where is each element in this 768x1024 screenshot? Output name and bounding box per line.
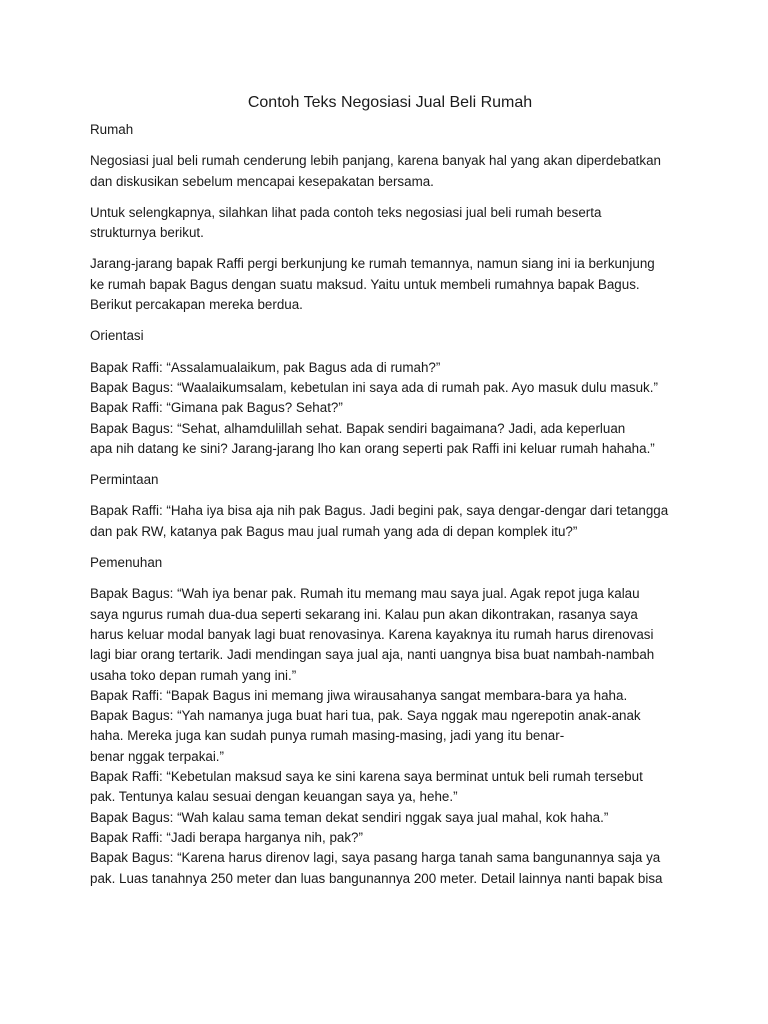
dialog-line: lagi biar orang tertarik. Jadi mendingan saya jual aja, nanti uangnya bisa buat nambah-nambah xyxy=(90,647,655,663)
dialog-orientasi xyxy=(90,358,690,459)
dialog-line: saya ngurus rumah dua-dua seperti sekarang ini. Kalau pun akan dikontrakan, rasanya saya xyxy=(90,606,638,622)
dialog-line: haha. Mereka juga kan sudah punya rumah masing-masing, jadi yang itu benar- xyxy=(90,728,565,744)
dialog-line: Bapak Raffi: “Haha iya bisa aja nih pak Bagus. Jadi begini pak, saya dengar-dengar dari tetangga xyxy=(90,503,669,519)
dialog-line: Bapak Bagus: “Sehat, alhamdulillah sehat. Bapak sendiri bagaimana? Jadi, ada keperluan xyxy=(90,420,626,436)
dialog-line: Bapak Bagus: “Wah iya benar pak. Rumah itu memang mau saya jual. Agak repot juga kalau xyxy=(90,586,640,602)
dialog-line: Bapak Bagus: “Karena harus direnov lagi, saya pasang harga tanah sama bangunannya saja ya xyxy=(90,850,661,866)
document-page xyxy=(90,92,690,900)
document-title: Contoh Teks Negosiasi Jual Beli Rumah xyxy=(247,94,533,111)
section-heading-orientasi: Orientasi xyxy=(90,328,144,344)
dialog-line: Bapak Bagus: “Yah namanya juga buat hari tua, pak. Saya nggak mau ngerepotin anak-anak xyxy=(90,708,641,724)
section-heading-permintaan: Permintaan xyxy=(90,472,159,488)
dialog-line: pak. Luas tanahnya 250 meter dan luas bangunannya 200 meter. Detail lainnya nanti bapak bisa xyxy=(90,870,663,886)
dialog-line: dan pak RW, katanya pak Bagus mau jual rumah yang ada di depan komplek itu?” xyxy=(90,523,578,539)
dialog-line: harus keluar modal banyak lagi buat renovasinya. Karena kayaknya itu rumah harus direnovasi xyxy=(90,626,654,642)
dialog-line: Bapak Raffi: “Gimana pak Bagus? Sehat?” xyxy=(90,400,343,416)
dialog-line: Bapak Bagus: “Waalaikumsalam, kebetulan ini saya ada di rumah pak. Ayo masuk dulu masuk.” xyxy=(90,379,658,395)
document-subtitle: Rumah xyxy=(90,122,134,137)
intro-paragraph-2: Untuk selengkapnya, silahkan lihat pada contoh teks negosiasi jual beli rumah beserta strukturnya berikut. xyxy=(90,204,602,241)
dialog-line: apa nih datang ke sini? Jarang-jarang lho kan orang seperti pak Raffi ini keluar rumah hahaha.” xyxy=(90,440,655,456)
section-heading-pemenuhan: Pemenuhan xyxy=(90,555,163,571)
intro-paragraph-3: Jarang-jarang bapak Raffi pergi berkunjung ke rumah temannya, namun siang ini ia berkunjung ke rumah bapak Bagus dengan suatu maksud. Yaitu untuk membeli rumahnya bapak Bagus. Berikut percakapan mereka berdua. xyxy=(90,256,655,313)
intro-paragraph-1: Negosiasi jual beli rumah cenderung lebih panjang, karena banyak hal yang akan diperdebatkan dan diskusikan sebelum mencapai kesepakatan bersama. xyxy=(90,153,661,189)
dialog-pemenuhan xyxy=(90,584,690,888)
dialog-line: Bapak Raffi: “Bapak Bagus ini memang jiwa wirausahanya sangat membara-bara ya haha. xyxy=(90,687,628,703)
dialog-line: usaha toko depan rumah yang ini.” xyxy=(90,667,297,683)
dialog-line: pak. Tentunya kalau sesuai dengan keuangan saya ya, hehe.” xyxy=(90,789,458,805)
dialog-line: Bapak Bagus: “Wah kalau sama teman dekat sendiri nggak saya jual mahal, kok haha.” xyxy=(90,809,609,825)
dialog-line: Bapak Raffi: “Jadi berapa harganya nih, pak?” xyxy=(90,829,363,845)
dialog-line: benar nggak terpakai.” xyxy=(90,748,224,764)
dialog-line: Bapak Raffi: “Kebetulan maksud saya ke sini karena saya berminat untuk beli rumah tersebut xyxy=(90,769,643,785)
dialog-line: Bapak Raffi: “Assalamualaikum, pak Bagus ada di rumah?” xyxy=(90,359,441,375)
dialog-permintaan xyxy=(90,501,690,542)
